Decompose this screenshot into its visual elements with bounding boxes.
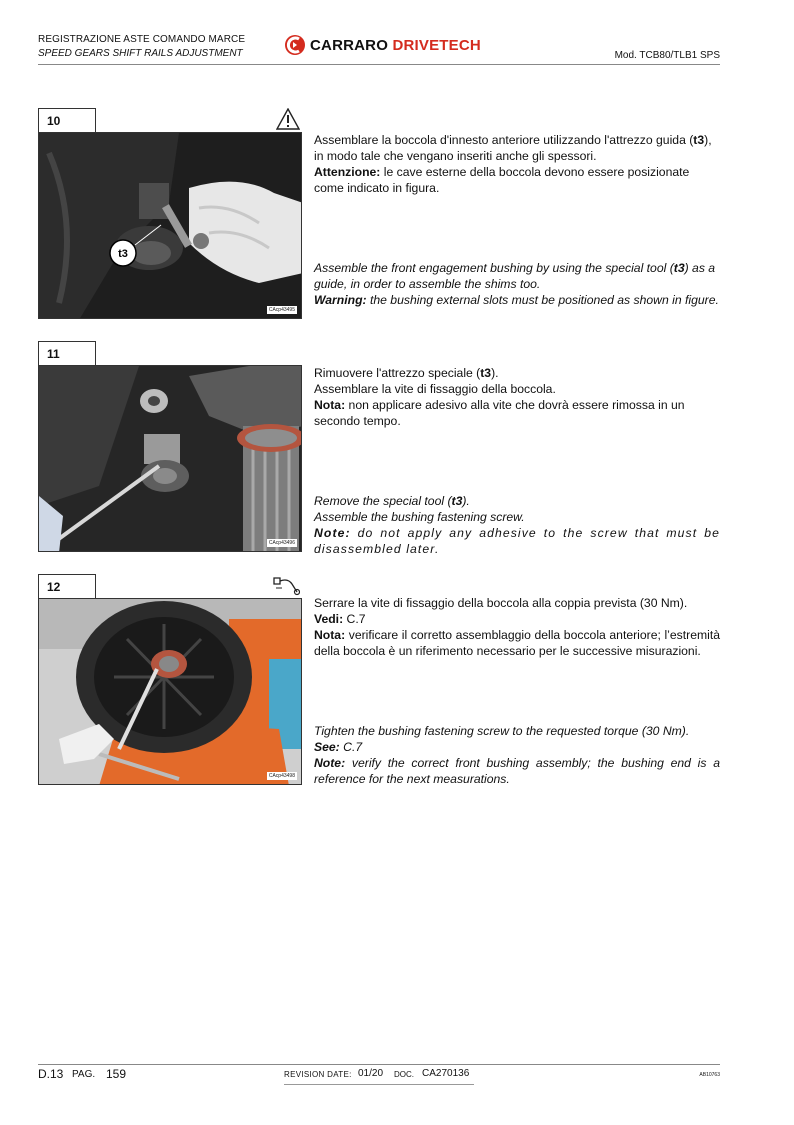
page-number: 159 bbox=[106, 1067, 127, 1081]
torque-tightening-photo bbox=[39, 599, 302, 785]
see-label: See: bbox=[314, 740, 340, 754]
step-text-italian bbox=[314, 595, 720, 659]
text-segment: Rimuovere l'attrezzo speciale ( bbox=[314, 366, 481, 380]
step-number: 11 bbox=[38, 341, 96, 365]
header-title-italian: REGISTRAZIONE ASTE COMANDO MARCE bbox=[38, 34, 246, 45]
text-segment: verificare il corretto assemblaggio della boccola anteriore; l’estremità della boccola è un riferimento necessario per le successive misurazioni. bbox=[314, 628, 720, 658]
text-segment: verify the correct front bushing assembly; the bushing end is a reference for the next measurations. bbox=[314, 756, 720, 786]
text-segment: ) as a guide, in order to assemble the shims too. bbox=[314, 261, 716, 291]
step-number: 12 bbox=[38, 574, 96, 598]
doc-label: DOC. bbox=[394, 1070, 414, 1079]
model-label: Mod. TCB80/TLB1 SPS bbox=[614, 50, 720, 61]
page-footer bbox=[38, 1066, 720, 1088]
step-photo bbox=[38, 132, 302, 319]
step-text-english bbox=[314, 493, 720, 557]
text-segment: ), in modo tale che vengano inseriti anche gli spessori. bbox=[314, 133, 712, 163]
revision-label: REVISION DATE: bbox=[284, 1070, 352, 1079]
text-segment: C.7 bbox=[339, 740, 363, 754]
tool-callout-label: t3 bbox=[118, 248, 128, 260]
tool-ref: t3 bbox=[451, 494, 463, 508]
step-photo bbox=[38, 365, 302, 552]
text-segment: the bushing external slots must be positioned as shown in figure. bbox=[366, 293, 719, 307]
step-text-italian bbox=[314, 365, 720, 429]
text-segment: do not apply any adhesive to the screw that must be disassembled later. bbox=[314, 526, 720, 556]
torque-wrench-icon bbox=[270, 574, 300, 596]
note-label: Note: bbox=[314, 526, 351, 540]
revision-date: 01/20 bbox=[358, 1068, 384, 1079]
photo-code: CAcp43496 bbox=[268, 540, 295, 546]
step-text-english bbox=[314, 260, 720, 308]
note-label: Nota: bbox=[314, 628, 346, 642]
tool-ref: t3 bbox=[693, 133, 705, 147]
step-text-italian bbox=[314, 132, 720, 196]
text-segment: C.7 bbox=[343, 612, 366, 626]
footer-divider bbox=[38, 1064, 720, 1065]
text-segment: Remove the special tool ( bbox=[314, 494, 452, 508]
text-segment: ). bbox=[462, 494, 470, 508]
footer-code: AB10763 bbox=[699, 1072, 720, 1078]
text-segment: le cave esterne della boccola devono essere posizionate come indicato in figura. bbox=[314, 165, 690, 195]
see-label: Vedi: bbox=[314, 612, 344, 626]
footer-underline bbox=[284, 1084, 474, 1085]
section-number: D.13 bbox=[38, 1067, 64, 1081]
page-label: PAG. bbox=[72, 1069, 96, 1080]
photo-code: CAcp43498 bbox=[268, 773, 295, 779]
header-divider bbox=[38, 64, 720, 65]
step-photo bbox=[38, 598, 302, 785]
bushing-assembly-photo bbox=[39, 133, 302, 319]
tool-ref: t3 bbox=[480, 366, 492, 380]
text-segment: non applicare adesivo alla vite che dovrà essere rimossa in un secondo tempo. bbox=[314, 398, 685, 428]
brand-word-1: CARRARO bbox=[310, 36, 393, 54]
header-title-english: SPEED GEARS SHIFT RAILS ADJUSTMENT bbox=[38, 48, 243, 59]
text-line: Tighten the bushing fastening screw to the requested torque (30 Nm). bbox=[314, 724, 690, 738]
text-line: Serrare la vite di fissaggio della boccola alla coppia prevista (30 Nm). bbox=[314, 596, 688, 610]
text-segment: ). bbox=[491, 366, 499, 380]
note-label: Nota: bbox=[314, 398, 346, 412]
brand-logo bbox=[284, 34, 481, 56]
brand-word-2: DRIVETECH bbox=[392, 36, 481, 54]
step-number: 10 bbox=[38, 108, 96, 132]
warning-triangle-icon bbox=[276, 108, 300, 130]
doc-number: CA270136 bbox=[422, 1068, 470, 1079]
text-segment: Assemble the front engagement bushing by using the special tool ( bbox=[314, 261, 674, 275]
warning-label: Warning: bbox=[314, 293, 367, 307]
warning-label: Attenzione: bbox=[314, 165, 381, 179]
fastening-screw-photo bbox=[39, 366, 302, 552]
text-segment: Assemblare la boccola d'innesto anteriore utilizzando l'attrezzo guida ( bbox=[314, 133, 694, 147]
page-header bbox=[38, 34, 720, 64]
note-label: Note: bbox=[314, 756, 346, 770]
tool-ref: t3 bbox=[673, 261, 685, 275]
text-line: Assemblare la vite di fissaggio della boccola. bbox=[314, 382, 556, 396]
brand-name bbox=[310, 37, 481, 54]
step-text-english bbox=[314, 723, 720, 787]
text-line: Assemble the bushing fastening screw. bbox=[314, 510, 525, 524]
photo-code: CAcp43495 bbox=[268, 307, 295, 313]
carraro-logo-icon bbox=[284, 34, 306, 56]
